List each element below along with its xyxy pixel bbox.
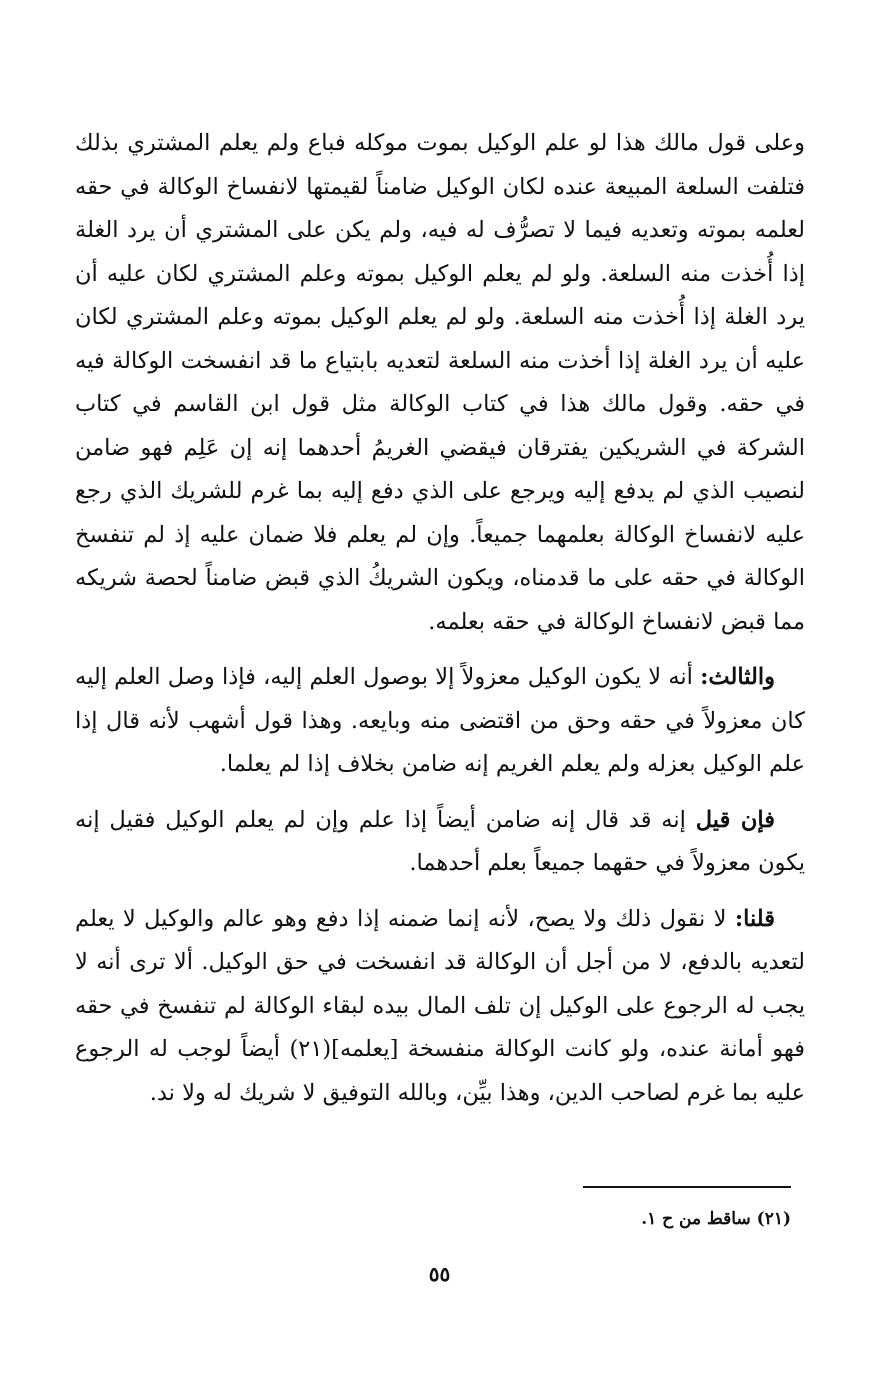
paragraph-4-text: لا نقول ذلك ولا يصح، لأنه إنما ضمنه إذا دفع وهو عالم والوكيل لا يعلم لتعديه بالدفع، لا من أجل أن الوكالة قد انفسخت في حق الوكيل. ألا ترى أنه لا يجب له الرجوع على الوكيل إن تلف المال بيده لبقاء الوكالة لم تنفسخ في حقه فهو أمانة عنده، ولو كانت الوكالة منفسخة [يعلمه](٢١) أيضاً لوجب له الرجوع عليه بما غرم لصاحب الدين، وهذا بيِّن، وبالله التوفيق لا شريك له ولا ند. [75,905,805,1106]
page-number: ٥٥ [428,1262,451,1286]
paragraph-2-lead: والثالث: [700,664,775,690]
footnote-divider [583,1186,791,1188]
paragraph-4-lead: قلنا: [734,905,775,932]
paragraph-4 [75,898,805,1116]
paragraph-1 [75,122,805,644]
paragraph-2 [75,656,805,787]
paragraph-1-text: وعلى قول مالك هذا لو علم الوكيل بموت موكله فباع ولم يعلم المشتري بذلك فتلفت السلعة المبيعة عنده لكان الوكيل ضامناً لقيمتها لانفساخ الوكالة في حقه لعلمه بموته وتعديه فيما لا تصرُّف له فيه، ولم يكن على المشتري أن يرد الغلة إذا أُخذت منه السلعة. ولو لم يعلم الوكيل بموته وعلم المشتري لكان عليه أن يرد الغلة إذا أُخذت منه السلعة. ولو لم يعلم الوكيل بموته وعلم المشتري لكان عليه أن يرد الغلة إذا أخذت منه السلعة لتعديه بابتياع ما قد انفسخت الوكالة فيه في حقه. وقول مالك هذا في كتاب الوكالة مثل قول ابن القاسم في كتاب الشركة في الشريكين يفترقان فيقضي الغريمُ أحدهما إنه إن عَلِم فهو ضامن لنصيب الذي لم يدفع إليه ويرجع على الذي دفع إليه بما غرم للشريك الذي رجع عليه لانفساخ الوكالة بعلمهما جميعاً. وإن لم يعلم فلا ضمان عليه إذ لم تنفسخ الوكالة في حقه على ما قدمناه، ويكون الشريكُ الذي قبض ضامناً لحصة شريكه مما قبض لانفساخ الوكالة في حقه بعلمه. [75,130,805,635]
paragraph-2-text: أنه لا يكون الوكيل معزولاً إلا بوصول العلم إليه، فإذا وصل العلم إليه كان معزولاً في حقه وحق من اقتضى منه وبايعه. وهذا قول أشهب لأنه قال إذا علم الوكيل بعزله ولم يعلم الغريم إنه ضامن بخلاف إذا لم يعلما. [75,664,805,777]
paragraph-3-lead: فإن قيل [695,806,775,833]
footnote: (٢١) ساقط من ح ١. [641,1209,791,1229]
paragraph-3 [75,799,805,886]
paragraph-3-text: إنه قد قال إنه ضامن أيضاً إذا علم وإن لم يعلم الوكيل فقيل إنه يكون معزولاً في حقهما جميعاً بعلم أحدهما. [75,806,805,876]
page-body [75,122,805,1115]
